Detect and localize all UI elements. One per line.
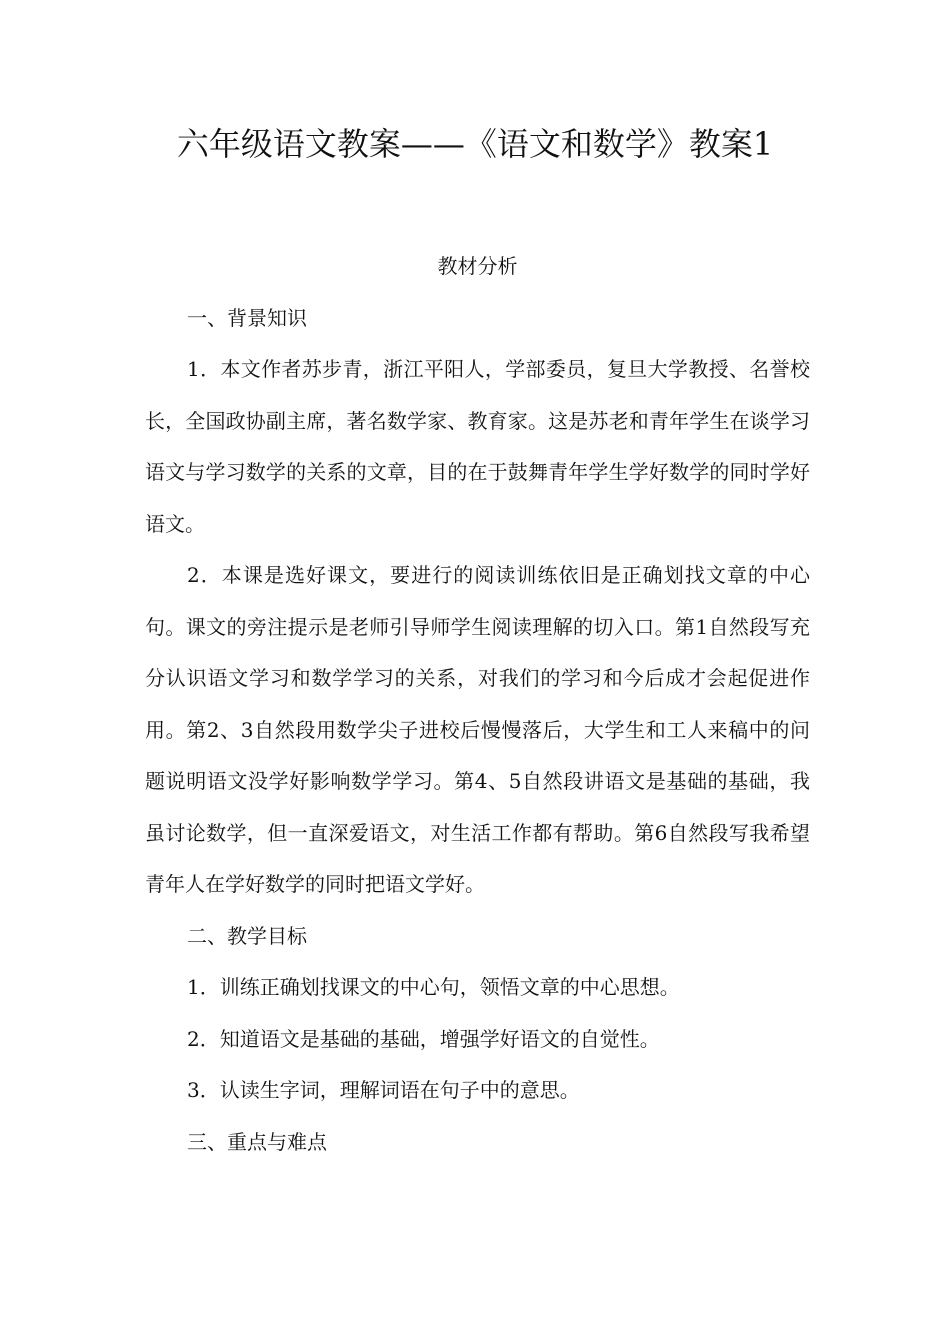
section-label: 教材分析 [437, 254, 518, 278]
heading-background: 一、背景知识 [187, 305, 307, 330]
document-body [145, 241, 810, 1168]
goal-item: 2．知道语文是基础的基础，增强学好语文的自觉性。 [187, 1026, 660, 1051]
heading-goals: 二、教学目标 [187, 923, 307, 948]
paragraph-author: 1．本文作者苏步青，浙江平阳人，学部委员，复旦大学教授、名誉校长，全国政协副主席，著名数学家、教育家。这是苏老和青年学生在谈学习语文与学习数学的关系的文章，目的在于鼓舞青年学生学好数学的同时学好语文。 [145, 357, 810, 536]
goal-item: 1．训练正确划找课文的中心句，领悟文章的中心思想。 [187, 975, 680, 999]
document-title: 六年级语文教案——《语文和数学》教案1 [176, 125, 774, 163]
goal-item: 3．认读生字词，理解词语在句子中的意思。 [187, 1078, 580, 1102]
heading-key-points: 三、重点与难点 [187, 1129, 327, 1154]
paragraph-lesson: 2．本课是选好课文，要进行的阅读训练依旧是正确划找文章的中心句。课文的旁注提示是老师引导师学生阅读理解的切入口。第1自然段写充分认识语文学习和数学学习的关系，对我们的学习和今后成才会起促进作用。第2、3自然段用数学尖子进校后慢慢落后，大学生和工人来稿中的问题说明语文没学好影响数学学习。第4、5自然段讲语文是基础的基础，我虽讨论数学，但一直深爱语文，对生活工作都有帮助。第6自然段写我希望青年人在学好数学的同时把语文学好。 [145, 563, 810, 896]
